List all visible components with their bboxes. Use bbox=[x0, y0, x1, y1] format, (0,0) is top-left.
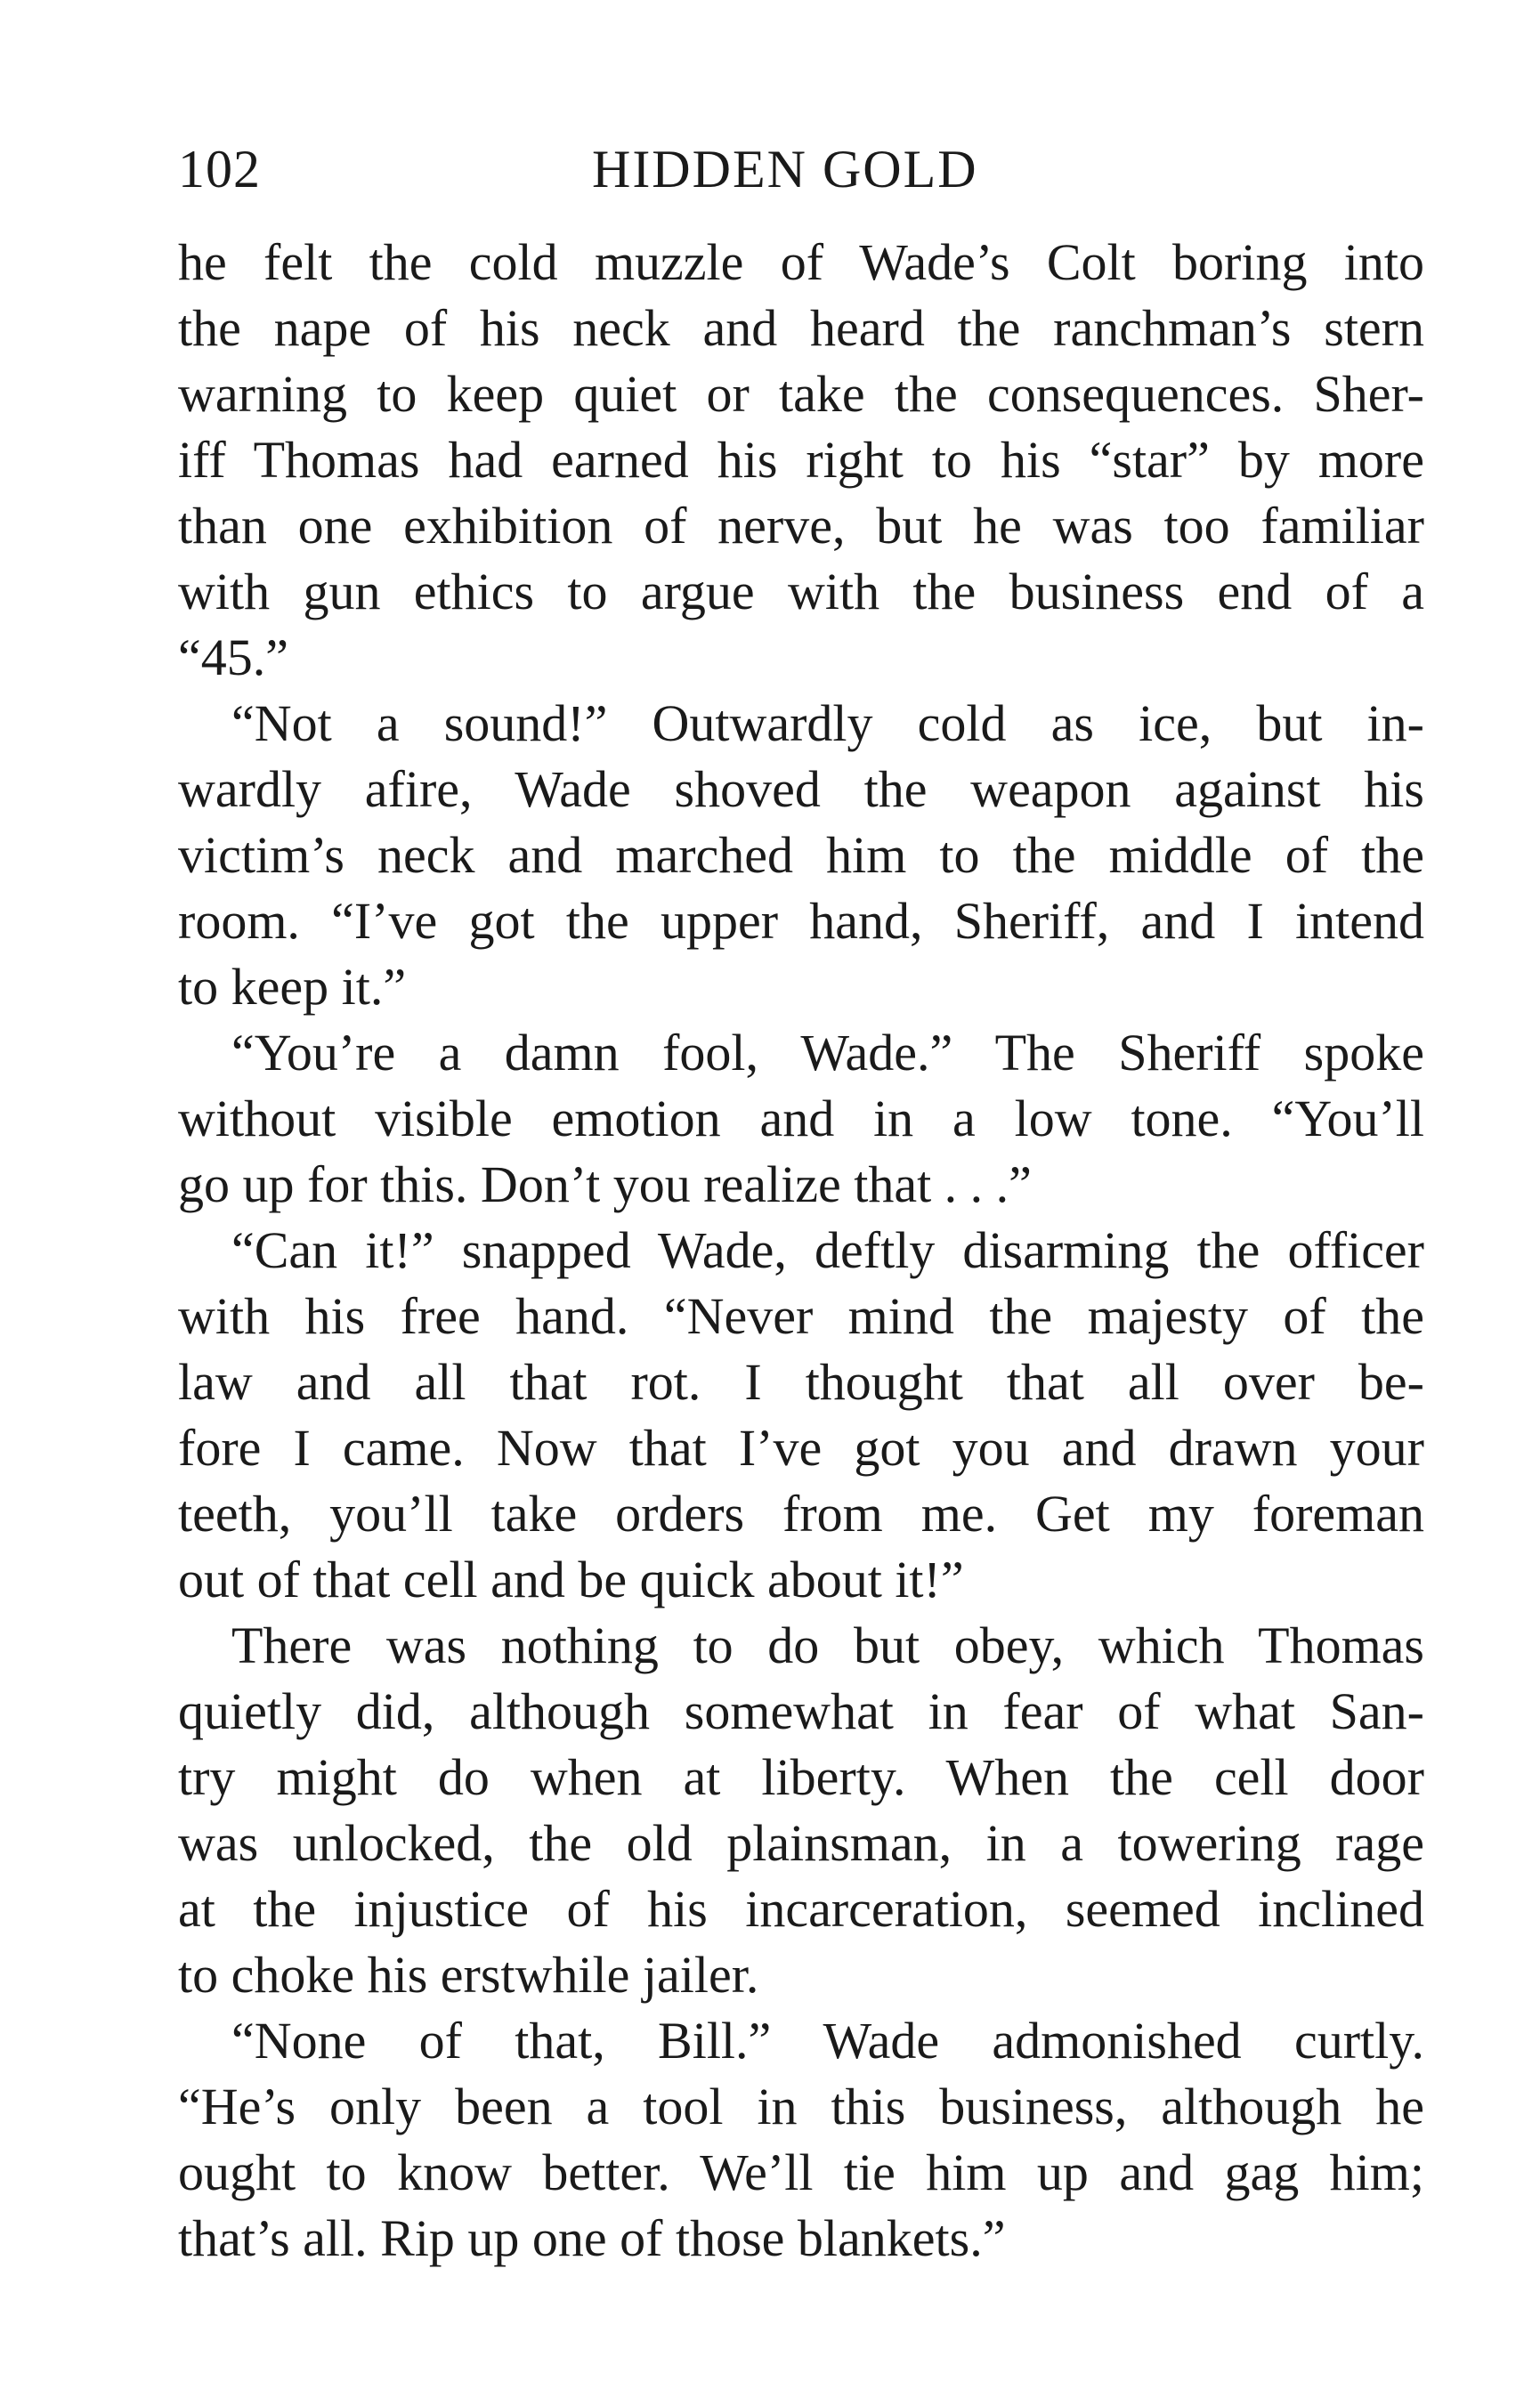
text-line: “Not a sound!” Outwardly cold as ice, but in- bbox=[231, 694, 1424, 752]
text-line: fore I came. Now that I’ve got you and drawn your bbox=[178, 1419, 1424, 1477]
text-line: “He’s only been a tool in this business, although he bbox=[178, 2078, 1424, 2135]
text-line: law and all that rot. I thought that all over be- bbox=[178, 1353, 1424, 1411]
text-line: victim’s neck and marched him to the middle of the bbox=[178, 826, 1424, 884]
text-line: to choke his erstwhile jailer. bbox=[178, 1946, 759, 2004]
text-line: warning to keep quiet or take the consequences. Sher- bbox=[178, 365, 1424, 423]
text-line: room. “I’ve got the upper hand, Sheriff, and I intend bbox=[178, 892, 1424, 950]
text-line: with his free hand. “Never mind the majesty of the bbox=[178, 1287, 1424, 1345]
text-line: “You’re a damn fool, Wade.” The Sheriff spoke bbox=[231, 1024, 1424, 1082]
text-line: the nape of his neck and heard the ranchman’s stern bbox=[178, 299, 1424, 357]
text-line: was unlocked, the old plainsman, in a towering rage bbox=[178, 1814, 1424, 1872]
running-head bbox=[178, 134, 1424, 205]
text-line: try might do when at liberty. When the cell door bbox=[178, 1748, 1424, 1806]
text-line: go up for this. Don’t you realize that . . .” bbox=[178, 1155, 1032, 1213]
text-line: There was nothing to do but obey, which Thomas bbox=[231, 1616, 1424, 1674]
text-line: to keep it.” bbox=[178, 958, 407, 1016]
text-line: teeth, you’ll take orders from me. Get my foreman bbox=[178, 1485, 1424, 1543]
body-text bbox=[178, 230, 1424, 2272]
text-line: he felt the cold muzzle of Wade’s Colt boring into bbox=[178, 233, 1424, 291]
text-line: without visible emotion and in a low tone. “You’ll bbox=[178, 1090, 1424, 1147]
text-line: that’s all. Rip up one of those blankets.” bbox=[178, 2209, 1006, 2267]
text-line: “Can it!” snapped Wade, deftly disarming the officer bbox=[231, 1221, 1424, 1279]
text-line: ought to know better. We’ll tie him up and gag him; bbox=[178, 2143, 1424, 2201]
text-line: out of that cell and be quick about it!” bbox=[178, 1551, 964, 1608]
text-line: with gun ethics to argue with the business end of a bbox=[178, 563, 1424, 620]
text-line: at the injustice of his incarceration, seemed inclined bbox=[178, 1880, 1424, 1938]
text-line: wardly afire, Wade shoved the weapon against his bbox=[178, 760, 1424, 818]
text-line: than one exhibition of nerve, but he was too familiar bbox=[178, 497, 1424, 555]
text-line: quietly did, although somewhat in fear of what San- bbox=[178, 1682, 1424, 1740]
page-number: 102 bbox=[178, 140, 261, 198]
text-line: “45.” bbox=[178, 628, 288, 686]
running-title: HIDDEN GOLD bbox=[592, 140, 978, 198]
text-line: iff Thomas had earned his right to his “star” by more bbox=[178, 431, 1424, 489]
text-line: “None of that, Bill.” Wade admonished curtly. bbox=[231, 2012, 1424, 2070]
